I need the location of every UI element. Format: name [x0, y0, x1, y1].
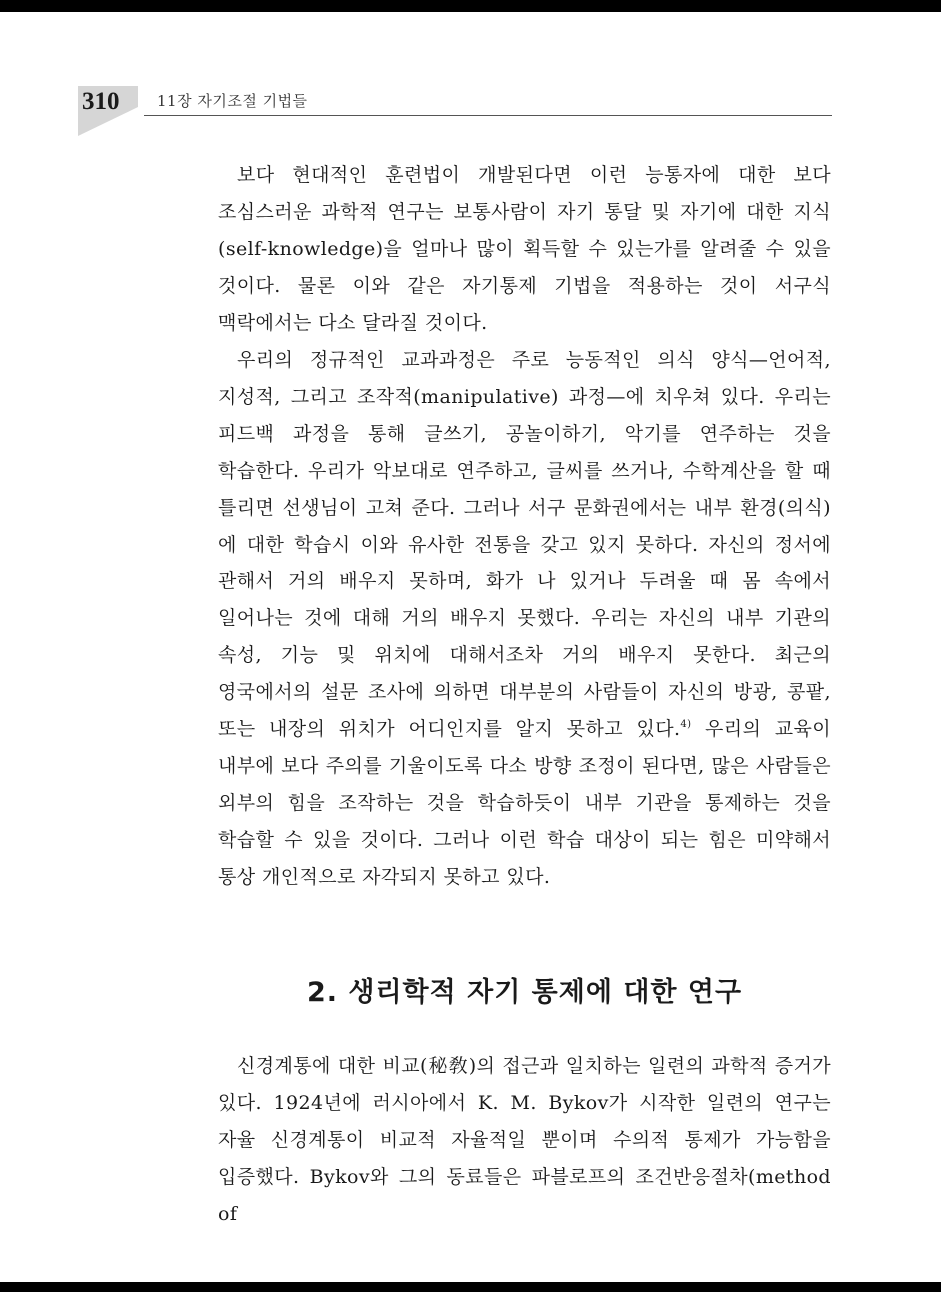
paragraph-3: 신경계통에 대한 비교(秘敎)의 접근과 일치하는 일련의 과학적 증거가 있다. 1924년에 러시아에서 K. M. Bykov가 시작한 일련의 연구는 자율 신경계통이 비교적 자율적일 뿐이며 수의적 통제가 가능함을 입증했다. Bykov와 그의 동료들은 파블로프의 조건반응절차(method of [218, 1055, 831, 1225]
footnote-marker: 4) [680, 719, 692, 731]
top-border-bar [0, 0, 941, 12]
paragraph-2 [218, 342, 831, 896]
section-heading: 2. 생리학적 자기 통제에 대한 연구 [306, 977, 743, 1008]
header-rule [144, 115, 832, 116]
paragraph-3-block [218, 1048, 831, 1233]
running-head: 11장 자기조절 기법들 [157, 92, 308, 110]
page-number: 310 [82, 88, 120, 115]
paragraph-2-main: 우리의 정규적인 교과과정은 주로 능동적인 의식 양식—언어적, 지성적, 그리고 조작적(manipulative) 과정—에 치우쳐 있다. 우리는 피드백 과정을 통해 글쓰기, 공놀이하기, 악기를 연주하는 것을 학습한다. 우리가 악보대로 연주하고, 글씨를 쓰거나, 수학계산을 할 때 틀리면 선생님이 고쳐 준다. 그러나 서구 문화권에서는 내부 환경(의식)에 대한 학습시 이와 유사한 전통을 갖고 있지 못하다. 자신의 정서에 관해서 거의 배우지 못하며, 화가 나 있거나 두려울 때 몸 속에서 일어나는 것에 대해 거의 배우지 못했다. 우리는 자신의 내부 기관의 속성, 기능 및 위치에 대해서조차 거의 배우지 못한다. 최근의 영국에서의 설문 조사에 의하면 대부분의 사람들이 자신의 방광, 콩팥, 또는 내장의 위치가 어디인지를 알지 못하고 있다. [218, 349, 831, 741]
paragraph-1-block [218, 157, 831, 342]
bottom-border-bar [0, 1282, 941, 1292]
paragraph-2-rest: 우리의 교육이 내부에 보다 주의를 기울이도록 다소 방향 조정이 된다면, 많은 사람들은 외부의 힘을 조작하는 것을 학습하듯이 내부 기관을 통제하는 것을 학습할 수 있을 것이다. 그러나 이런 학습 대상이 되는 힘은 미약해서 통상 개인적으로 자각되지 못하고 있다. [218, 718, 831, 888]
paragraph-2-block [218, 342, 831, 896]
paragraph-1: 보다 현대적인 훈련법이 개발된다면 이런 능통자에 대한 보다 조심스러운 과학적 연구는 보통사람이 자기 통달 및 자기에 대한 지식(self-knowledge)을 얼마나 많이 획득할 수 있는가를 알려줄 수 있을 것이다. 물론 이와 같은 자기통제 기법을 적용하는 것이 서구식 맥락에서는 다소 달라질 것이다. [218, 164, 831, 334]
